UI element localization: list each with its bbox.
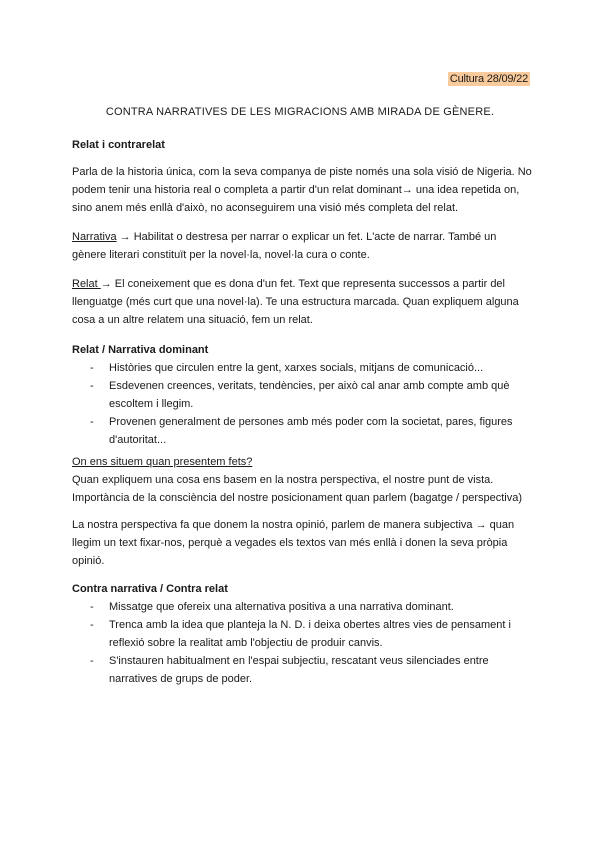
dominant-list (72, 359, 532, 449)
section-contra-narrativa (72, 580, 532, 688)
date-tag: Cultura 28/09/22 (449, 73, 528, 85)
section-heading-contra: Contra narrativa / Contra relat (72, 583, 228, 595)
list-item: - Missatge que ofereix una alternativa positiva a una narrativa dominant. (72, 598, 532, 616)
document-title: CONTRA NARRATIVES DE LES MIGRACIONS AMB MIRADA DE GÈNERE. (105, 106, 495, 118)
paragraph-perspectiva: Quan expliquem una cosa ens basem en la nostra perspectiva, el nostre punt de vista. Importància de la consciència del nostre posicionament quan parlem (bagatge / perspectiva) (72, 474, 523, 504)
question-heading: On ens situem quan presentem fets? (72, 456, 253, 468)
definition-relat (72, 275, 532, 329)
list-item: - S'instauren habitualment en l'espai subjectiu, rescatant veus silenciades entre narratives de grups de poder. (72, 652, 532, 688)
section-posicionament (72, 453, 532, 507)
definition-relat-text: → El coneixement que es dona d'un fet. Text que representa successos a partir del llenguatge (més curt que una novel·la). Te una estructura marcada. Quan expliquem alguna cosa a un altre relatem una situació, fem un relat. (72, 278, 519, 326)
contra-list (72, 598, 532, 688)
list-item: - Històries que circulen entre la gent, xarxes socials, mitjans de comunicació... (72, 359, 532, 377)
paragraph-opinio: La nostra perspectiva fa que donem la nostra opinió, parlem de manera subjectiva → quan llegim un text fixar-nos, perquè a vegades els textos van més enllà i donen la seva pròpia opinió. (72, 519, 515, 567)
paragraph-historia-unica: Parla de la historia única, com la seva companya de piste només una sola visió de Nigeria. No podem tenir una historia real o completa a partir d'un relat dominant→ una idea repetida on, sino anem més enllà d'això, no aconseguirem una visió més completa del relat. (72, 166, 532, 214)
definition-narrativa (72, 228, 532, 264)
section-heading-dominant: Relat / Narrativa dominant (72, 344, 209, 356)
term-narrativa: Narrativa (72, 231, 117, 243)
section-relat-dominant (72, 341, 532, 449)
list-item: - Trenca amb la idea que planteja la N. D. i deixa obertes altres vies de pensament i reflexió sobre la realitat amb l'objectiu de produir canvis. (72, 616, 532, 652)
definition-narrativa-text: → Habilitat o destresa per narrar o explicar un fet. L'acte de narrar. També un gènere literari constituït per la novel·la, novel·la cura o conte. (72, 231, 497, 261)
list-item: - Provenen generalment de persones amb més poder com la societat, pares, figures d'autoritat... (72, 413, 532, 449)
list-item: - Esdevenen creences, veritats, tendències, per això cal anar amb compte amb què escoltem i llegim. (72, 377, 532, 413)
term-relat: Relat (72, 278, 101, 290)
section-heading-relat: Relat i contrarelat (72, 139, 165, 151)
